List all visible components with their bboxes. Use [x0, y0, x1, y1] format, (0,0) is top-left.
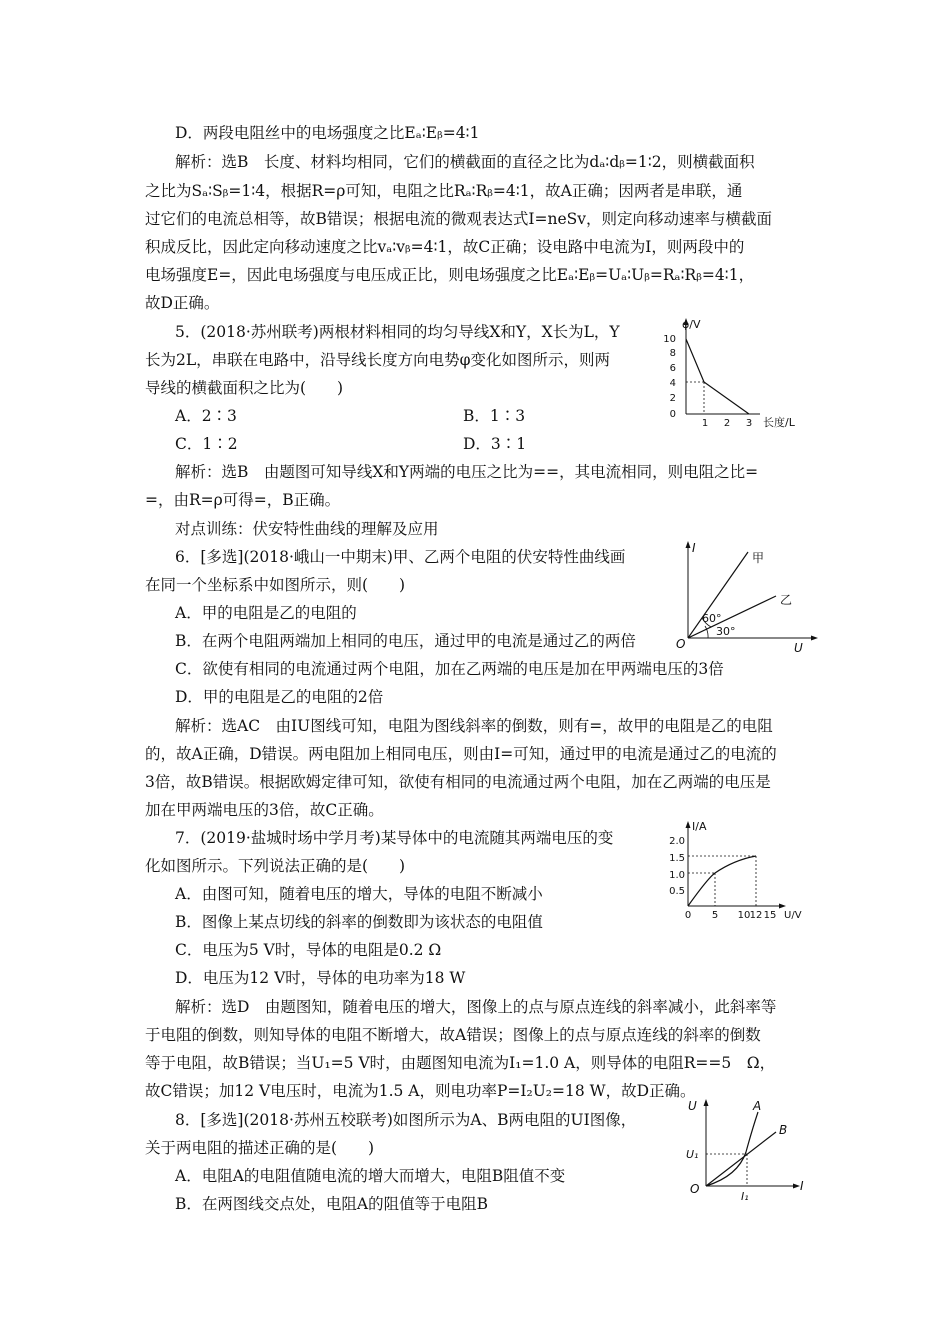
q6-x-arrow	[811, 636, 818, 641]
q8-stem-line: 关于两电阻的描述正确的是( )	[145, 1139, 375, 1157]
q5-analysis-line: =，由R=ρ可得=，B正确。	[145, 491, 341, 509]
q4-analysis-line: 之比为Sₐ∶Sᵦ=1∶4，根据R=ρ可知，电阻之比Rₐ∶Rᵦ=4∶1，故A正确；因两者是串联，通	[145, 182, 743, 200]
q6-angle-30: 30°	[716, 625, 736, 638]
q6-option-a: A．甲的电阻是乙的电阻的	[175, 604, 357, 622]
q8-x-arrow	[793, 1184, 800, 1189]
q7-option-d: D．电压为12 V时，导体的电功率为18 W	[175, 969, 466, 987]
q7-analysis-line: 等于电阻，故B错误；当U₁=5 V时，由题图知电流为I₁=1.0 A，则导体的电阻R==5 Ω，	[145, 1054, 776, 1072]
q6-stem-line: 6．[多选](2018·峨山一中期末)甲、乙两个电阻的伏安特性曲线画	[175, 548, 626, 566]
q6-analysis-line: 解析：选AC 由IU图线可知，电阻为图线斜率的倒数，则有=，故甲的电阻是乙的电阻	[175, 717, 773, 735]
q6-y-label: I	[692, 541, 696, 555]
q6-option-b: B．在两个电阻两端加上相同的电压，通过甲的电流是通过乙的两倍	[175, 632, 636, 650]
q7-y-arrow	[686, 821, 691, 828]
q6-analysis-line: 3倍，故B错误。根据欧姆定律可知，欲使有相同的电流通过两个电阻，加在乙两端的电压是	[145, 773, 771, 791]
q5-option-c: C．1∶2	[175, 435, 238, 453]
q7-iu-curve	[688, 856, 756, 906]
q5-option-a: A．2∶3	[175, 407, 237, 425]
q6-option-d: D．甲的电阻是乙的电阻的2倍	[175, 688, 384, 706]
q5-x-tick: 3	[745, 418, 753, 429]
q7-option-a: A．由图可知，随着电压的增大，导体的电阻不断减小	[175, 885, 543, 903]
q7-x-tick: 5	[711, 910, 719, 921]
q7-analysis-line: 解析：选D 由题图知，随着电压的增大，图像上的点与原点连线的斜率减小，此斜率等	[175, 998, 777, 1016]
q5-analysis-line: 解析：选B 由题图可知导线X和Y两端的电压之比为==，其电流相同，则电阻之比=	[175, 463, 759, 481]
q7-analysis-line: 故C错误；加12 V电压时，电流为1.5 A，则电功率P=I₂U₂=18 W，故D正确。	[145, 1082, 696, 1100]
q4-analysis-line: 过它们的电流总相等，故B错误；根据电流的微观表达式I=neSv，则定向移动速率与横截面	[145, 210, 773, 228]
q7-y-label: I/A	[692, 820, 707, 833]
q5-y-tick: 4	[669, 378, 676, 389]
q6-y-arrow	[686, 541, 691, 548]
q5-y-tick: 2	[669, 393, 676, 404]
q7-y-tick: 1.0	[669, 870, 685, 881]
q7-stem-line: 7．(2019·盐城时场中学月考)某导体中的电流随其两端电压的变	[175, 829, 614, 847]
q4-analysis-line: 电场强度E=，因此电场强度与电压成正比，则电场强度之比Eₐ∶Eᵦ=Uₐ∶Uᵦ=Rₐ∶Rᵦ=4∶1，	[145, 266, 755, 284]
q7-x-label: U/V	[784, 910, 802, 921]
q5-y-tick: 0	[669, 409, 676, 420]
q7-analysis-line: 于电阻的倒数，则知导体的电阻不断增大，故A错误；图像上的点与原点连线的斜率的倒数	[145, 1026, 761, 1044]
q7-y-tick: 1.5	[669, 853, 685, 864]
q6-analysis-line: 加在甲两端电压的3倍，故C正确。	[145, 801, 384, 819]
q8-label-b: B	[779, 1123, 788, 1137]
q7-x-arrow	[779, 904, 786, 909]
q5-stem-line: 5．(2018·苏州联考)两根材料相同的均匀导线X和Y，X长为L，Y	[175, 323, 620, 341]
q6-angle-arc	[705, 626, 708, 638]
q6-x-label: U	[794, 641, 803, 654]
q8-option-a: A．电阻A的电阻值随电流的增大而增大，电阻B阻值不变	[175, 1167, 566, 1185]
q7-option-b: B．图像上某点切线的斜率的倒数即为该状态的电阻值	[175, 913, 543, 931]
q7-x-tick: 15	[763, 910, 777, 921]
q5-y-label: φ/V	[682, 318, 701, 331]
q7-y-tick: 2.0	[669, 836, 685, 847]
q6-label-jia: 甲	[752, 551, 765, 565]
q5-x-tick: 1	[701, 418, 709, 429]
q6-stem-line: 在同一个坐标系中如图所示，则( )	[145, 576, 406, 594]
q7-x-tick: 12	[749, 910, 763, 921]
q7-iu-graph	[660, 818, 810, 922]
q6-option-c: C．欲使有相同的电流通过两个电阻，加在乙两端的电压是加在甲两端电压的3倍	[175, 660, 724, 678]
q7-option-c: C．电压为5 V时，导体的电阻是0.2 Ω	[175, 941, 442, 959]
q7-stem-line: 化如图所示。下列说法正确的是( )	[145, 857, 406, 875]
q8-label-a: A	[753, 1099, 762, 1113]
q6-angle-60: 60°	[702, 612, 722, 625]
q7-y-tick: 0.5	[669, 886, 685, 897]
q8-ui-graph	[680, 1094, 810, 1208]
q5-y-tick: 8	[669, 348, 676, 359]
q8-y-label: U	[688, 1099, 697, 1113]
q4-analysis-line: 积成反比，因此定向移动速度之比vₐ∶vᵦ=4∶1，故C正确；设电路中电流为I，则两段中的	[145, 238, 745, 256]
q5-potential-line	[686, 339, 749, 414]
q4-analysis-line: 故D正确。	[145, 294, 220, 312]
q8-y-arrow	[704, 1099, 709, 1106]
q4-option-d: D．两段电阻丝中的电场强度之比Eₐ∶Eᵦ=4∶1	[175, 124, 480, 142]
q4-analysis-line: 解析：选B 长度、材料均相同，它们的横截面的直径之比为dₐ∶dᵦ=1∶2，则横截面积	[175, 153, 755, 171]
q5-option-d: D．3∶1	[463, 435, 527, 453]
q5-potential-graph	[660, 314, 810, 434]
q8-curve-a	[706, 1112, 758, 1186]
q6-label-yi: 乙	[780, 593, 793, 607]
q7-x-tick: 10	[737, 910, 751, 921]
q6-origin: O	[676, 637, 686, 651]
q8-line-b	[706, 1132, 776, 1186]
q8-stem-line: 8．[多选](2018·苏州五校联考)如图所示为A、B两电阻的UI图像，	[175, 1111, 637, 1129]
q8-i1-label: I₁	[741, 1190, 749, 1203]
q5-stem-line: 长为2L，串联在电路中，沿导线长度方向电势φ变化如图所示，则两	[145, 351, 611, 369]
q8-x-label: I	[800, 1179, 804, 1193]
q7-x-tick: 0	[684, 910, 692, 921]
q5-x-tick: 2	[723, 418, 731, 429]
q5-y-tick: 10	[663, 334, 676, 345]
q8-option-b: B．在两图线交点处，电阻A的阻值等于电阻B	[175, 1195, 488, 1213]
q8-u1-label: U₁	[686, 1148, 699, 1161]
q5-x-label: 长度/L	[763, 416, 795, 429]
section-heading: 对点训练：伏安特性曲线的理解及应用	[175, 520, 439, 538]
q5-y-tick: 6	[669, 363, 676, 374]
q5-stem-line: 导线的横截面积之比为( )	[145, 379, 344, 397]
q8-origin: O	[690, 1182, 700, 1196]
q5-option-b: B．1∶3	[463, 407, 526, 425]
q6-analysis-line: 的，故A正确，D错误。两电阻加上相同电压，则由I=可知，通过甲的电流是通过乙的电流的	[145, 745, 777, 763]
q6-iu-graph	[672, 538, 822, 654]
